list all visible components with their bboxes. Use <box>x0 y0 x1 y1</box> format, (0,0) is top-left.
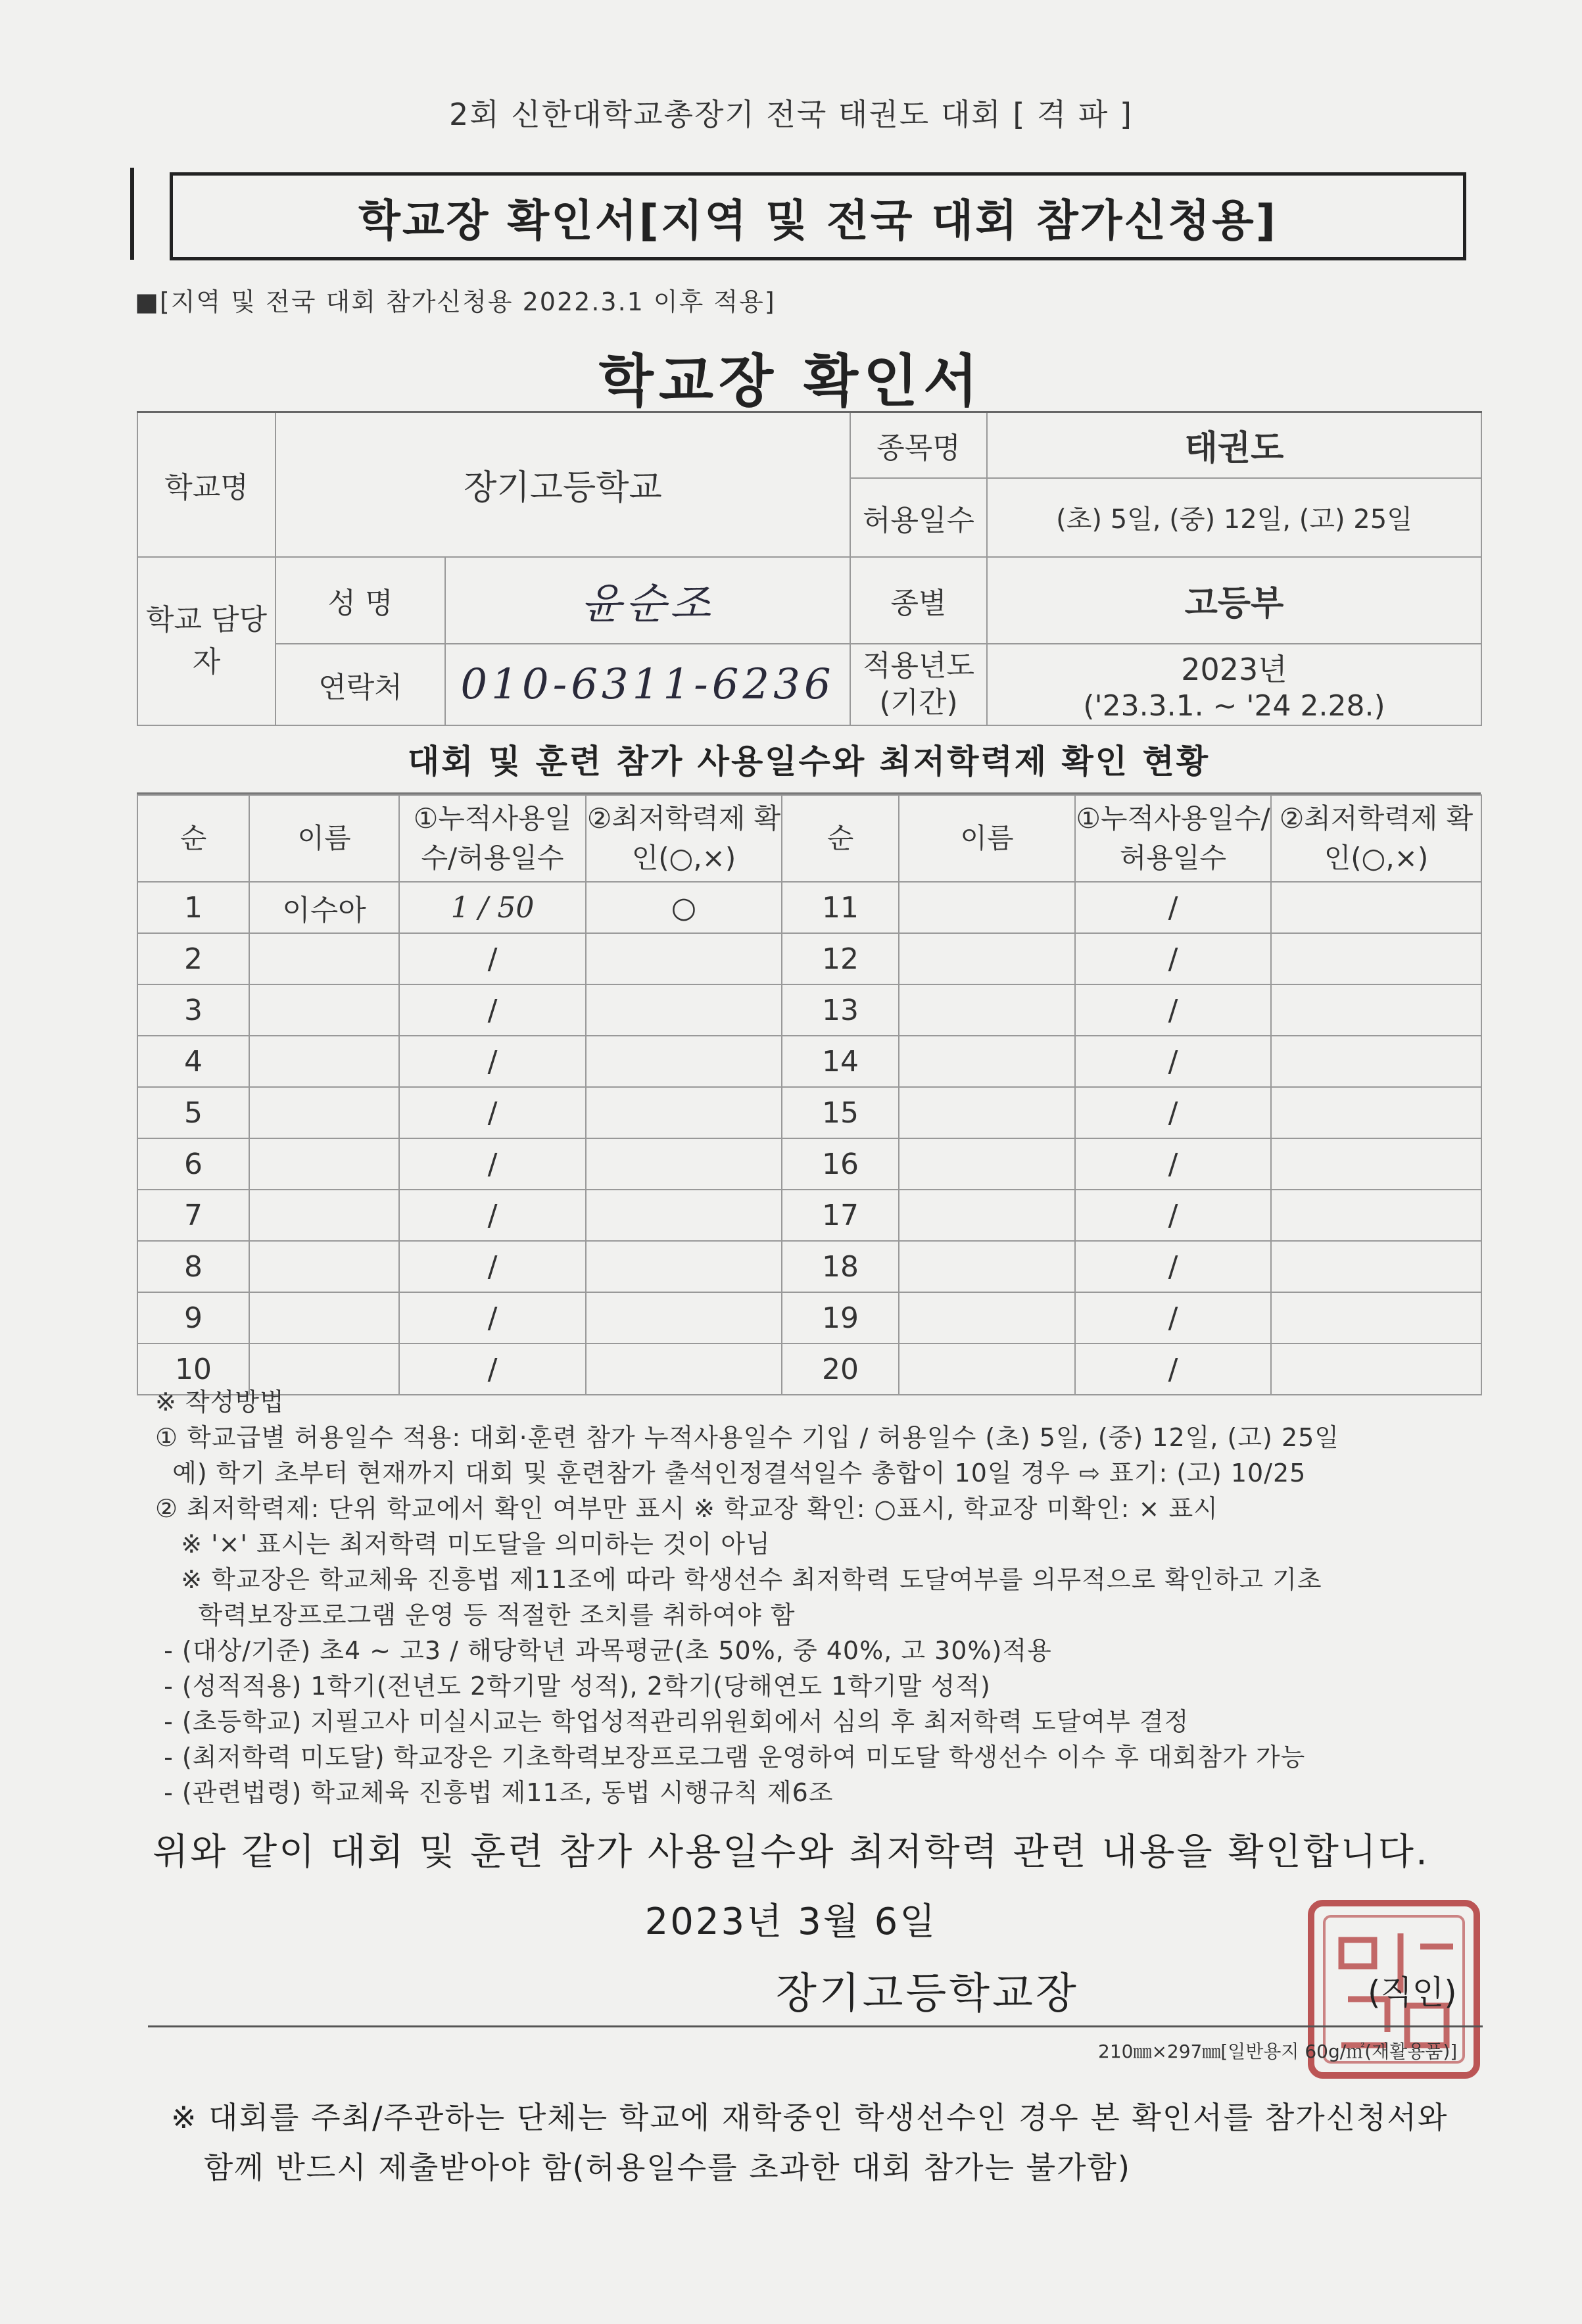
row-days-left: / <box>399 1241 586 1292</box>
row-no-right: 11 <box>782 882 899 933</box>
row-grade-right <box>1271 1190 1481 1241</box>
year-value: 2023년 <box>1181 652 1287 687</box>
row-grade-right <box>1271 1087 1481 1138</box>
row-no-left: 8 <box>137 1241 249 1292</box>
row-grade-right <box>1271 1036 1481 1087</box>
instruction-line: 예) 학기 초부터 현재까지 대회 및 훈련참가 출석인정결석일수 총합이 10일 경우 ⇨ 표기: (고) 10/25 <box>155 1459 1306 1488</box>
row-no-right: 13 <box>782 984 899 1036</box>
instruction-line: ※ 학교장은 학교체육 진흥법 제11조에 따라 학생선수 최저학력 도달여부를 의무적으로 확인하고 기초 <box>155 1565 1322 1594</box>
footer-line: ※ 대회를 주최/주관하는 단체는 학교에 재학중인 학생선수인 경우 본 확인서를 참가신청서와 <box>171 2100 1449 2135</box>
footer-line: 함께 반드시 제출받아야 함(허용일수를 초과한 대회 참가는 불가함) <box>171 2150 1131 2185</box>
division-value: 고등부 <box>987 557 1481 644</box>
row-name-right <box>899 1241 1075 1292</box>
contact-value-cell <box>445 644 850 725</box>
row-grade-right <box>1271 1241 1481 1292</box>
row-name-left <box>249 933 399 984</box>
row-days-right: / <box>1075 984 1271 1036</box>
col-days-right: ①누적사용일수/허용일수 <box>1075 795 1271 882</box>
row-days-right: / <box>1075 882 1271 933</box>
row-days-right: / <box>1075 1036 1271 1087</box>
row-days-left: / <box>399 1292 586 1344</box>
row-name-right <box>899 984 1075 1036</box>
col-no-right: 순 <box>782 795 899 882</box>
row-grade-left <box>586 1190 782 1241</box>
row-name-right <box>899 1138 1075 1190</box>
period-cell <box>987 644 1481 725</box>
row-no-left: 4 <box>137 1036 249 1087</box>
instruction-line: - (최저학력 미도달) 학교장은 기초학력보장프로그램 운영하여 미도달 학생선수 이수 후 대회참가 가능 <box>155 1743 1306 1772</box>
title-box: 학교장 확인서[지역 및 전국 대회 참가신청용] <box>170 172 1466 260</box>
row-name-right <box>899 1190 1075 1241</box>
instruction-line: ※ '×' 표시는 최저학력 미도달을 의미하는 것이 아님 <box>155 1530 771 1559</box>
row-no-right: 14 <box>782 1036 899 1087</box>
row-days-right: / <box>1075 1292 1271 1344</box>
row-days-left: / <box>399 984 586 1036</box>
table-row <box>137 1138 1481 1190</box>
row-no-right: 12 <box>782 933 899 984</box>
row-name-left: 이수아 <box>249 882 399 933</box>
row-grade-left <box>586 933 782 984</box>
row-days-left: / <box>399 1087 586 1138</box>
row-grade-left: ○ <box>586 882 782 933</box>
row-no-left: 9 <box>137 1292 249 1344</box>
row-no-left: 10 <box>137 1344 249 1395</box>
table-header-row <box>137 795 1481 882</box>
instruction-line: - (성적적용) 1학기(전년도 2학기말 성적), 2학기(당해연도 1학기말 성적) <box>155 1672 991 1701</box>
bottom-divider <box>148 2025 1483 2027</box>
col-grade-left: ②최저학력제 확인(○,×) <box>586 795 782 882</box>
event-header: 2회 신한대학교총장기 전국 태권도 대회 [ 격 파 ] <box>449 97 1133 132</box>
division-label: 종별 <box>850 557 987 644</box>
row-days-left: / <box>399 933 586 984</box>
row-grade-right <box>1271 882 1481 933</box>
row-name-right <box>899 1036 1075 1087</box>
instruction-line: ※ 작성방법 <box>155 1388 285 1416</box>
row-name-right <box>899 1292 1075 1344</box>
info-table <box>137 411 1482 726</box>
row-no-right: 19 <box>782 1292 899 1344</box>
contact-label: 연락처 <box>276 644 445 725</box>
row-name-left <box>249 1190 399 1241</box>
school-name: 장기고등학교 <box>276 412 850 557</box>
main-title: 학교장 확인서 <box>598 349 984 414</box>
seal-label: (직인) <box>1368 1973 1457 2012</box>
row-days-left: / <box>399 1036 586 1087</box>
instruction-line: ① 학교급별 허용일수 적용: 대회·훈련 참가 누적사용일수 기입 / 허용일수 (초) 5일, (중) 12일, (고) 25일 <box>155 1423 1340 1452</box>
row-grade-right <box>1271 1138 1481 1190</box>
row-grade-right <box>1271 933 1481 984</box>
participation-table <box>137 794 1482 1395</box>
row-grade-left <box>586 1138 782 1190</box>
confirmation-statement: 위와 같이 대회 및 훈련 참가 사용일수와 최저학력 관련 내용을 확인합니다. <box>153 1831 1429 1874</box>
issue-date: 2023년 3월 6일 <box>644 1900 938 1943</box>
school-label: 학교명 <box>137 412 276 557</box>
allowed-value: (초) 5일, (중) 12일, (고) 25일 <box>987 478 1481 557</box>
writing-instructions <box>155 1384 1523 1810</box>
name-label: 성 명 <box>276 557 445 644</box>
row-days-right: / <box>1075 933 1271 984</box>
allowed-label: 허용일수 <box>850 478 987 557</box>
event-value: 태권도 <box>987 412 1481 478</box>
row-name-left <box>249 1087 399 1138</box>
footer-note <box>171 2093 1486 2192</box>
instruction-line: - (관련법령) 학교체육 진흥법 제11조, 동법 시행규칙 제6조 <box>155 1778 834 1807</box>
row-grade-right <box>1271 1292 1481 1344</box>
row-days-right: / <box>1075 1241 1271 1292</box>
instruction-line: - (초등학교) 지필고사 미실시교는 학업성적관리위원회에서 심의 후 최저학력 도달여부 결정 <box>155 1707 1189 1736</box>
row-no-right: 17 <box>782 1190 899 1241</box>
row-grade-right <box>1271 984 1481 1036</box>
row-days-right: / <box>1075 1087 1271 1138</box>
row-no-right: 16 <box>782 1138 899 1190</box>
applicability-note: ■[지역 및 전국 대회 참가신청용 2022.3.1 이후 적용] <box>135 287 776 316</box>
row-name-left <box>249 1036 399 1087</box>
row-days-right: / <box>1075 1138 1271 1190</box>
row-grade-left <box>586 1241 782 1292</box>
row-name-right <box>899 882 1075 933</box>
paper-spec: 210㎜×297㎜[일반용지 60g/㎡(재활용품)] <box>1098 2041 1458 2062</box>
table-row <box>137 1292 1481 1344</box>
manager-label: 학교 담당자 <box>137 557 276 725</box>
row-no-right: 15 <box>782 1087 899 1138</box>
row-name-left <box>249 1241 399 1292</box>
period-label: 적용년도 (기간) <box>850 644 987 725</box>
handwritten-name: 윤순조 <box>581 579 715 629</box>
table-row <box>137 882 1481 933</box>
col-days-left: ①누적사용일수/허용일수 <box>399 795 586 882</box>
principal-title: 장기고등학교장 <box>776 1970 1079 2018</box>
handwritten-contact: 010-6311-6236 <box>460 660 835 709</box>
row-no-left: 7 <box>137 1190 249 1241</box>
row-no-left: 1 <box>137 882 249 933</box>
event-label: 종목명 <box>850 412 987 478</box>
row-no-left: 6 <box>137 1138 249 1190</box>
instruction-line: ② 최저학력제: 단위 학교에서 확인 여부만 표시 ※ 학교장 확인: ○표시, 학교장 미확인: × 표시 <box>155 1494 1218 1523</box>
row-grade-left <box>586 984 782 1036</box>
table-row <box>137 1087 1481 1138</box>
instruction-line: - (대상/기준) 초4 ~ 고3 / 해당학년 과목평균(초 50%, 중 40%, 고 30%)적용 <box>155 1636 1052 1665</box>
row-days-left: / <box>399 1344 586 1395</box>
row-days-right: / <box>1075 1190 1271 1241</box>
row-no-right: 18 <box>782 1241 899 1292</box>
margin-mark <box>130 168 134 260</box>
participation-rows <box>137 795 1481 1395</box>
table-row <box>137 933 1481 984</box>
col-name-right: 이름 <box>899 795 1075 882</box>
row-name-left <box>249 1292 399 1344</box>
table-row <box>137 1241 1481 1292</box>
instruction-line: 학력보장프로그램 운영 등 적절한 조치를 취하여야 함 <box>155 1601 796 1630</box>
table-row <box>137 1036 1481 1087</box>
row-grade-left <box>586 1087 782 1138</box>
row-no-left: 2 <box>137 933 249 984</box>
section-title: 대회 및 훈련 참가 사용일수와 최저학력제 확인 현황 <box>137 725 1481 794</box>
col-no-left: 순 <box>137 795 249 882</box>
row-days-left: 1 / 50 <box>399 882 586 933</box>
row-name-left <box>249 1138 399 1190</box>
row-no-right: 20 <box>782 1344 899 1395</box>
row-days-right: / <box>1075 1344 1271 1395</box>
row-days-left: / <box>399 1138 586 1190</box>
row-name-right <box>899 1087 1075 1138</box>
table-row <box>137 984 1481 1036</box>
col-grade-right: ②최저학력제 확인(○,×) <box>1271 795 1481 882</box>
row-days-left: / <box>399 1190 586 1241</box>
col-name-left: 이름 <box>249 795 399 882</box>
row-no-left: 3 <box>137 984 249 1036</box>
name-value-cell <box>445 557 850 644</box>
row-name-left <box>249 984 399 1036</box>
row-grade-left <box>586 1036 782 1087</box>
row-grade-left <box>586 1292 782 1344</box>
table-row <box>137 1190 1481 1241</box>
period-value: ('23.3.1. ~ '24 2.28.) <box>1083 689 1385 723</box>
row-no-left: 5 <box>137 1087 249 1138</box>
row-name-right <box>899 933 1075 984</box>
